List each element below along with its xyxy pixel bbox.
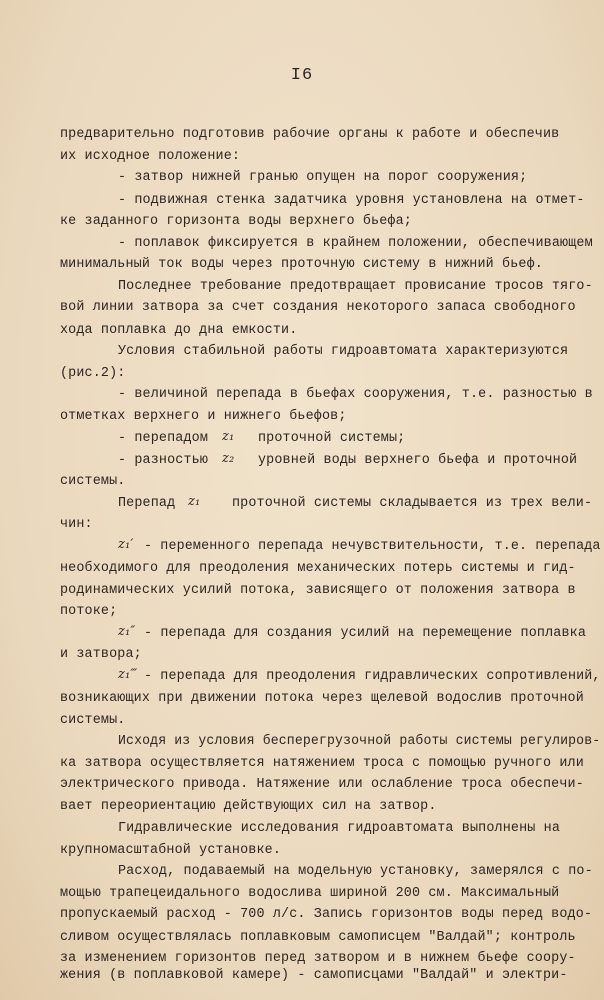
- text-line: - переменного перепада нечувствительности, т.е. перепада: [144, 539, 601, 555]
- text-line: проточной системы складывается из трех вели-: [232, 496, 593, 511]
- text-line: (рис.2):: [60, 365, 126, 381]
- symbol-z1-triple-prime: z₁‴: [118, 667, 138, 683]
- text-line: проточной системы;: [258, 430, 406, 446]
- text-line: Последнее требование предотвращает провисание тросов тяго-: [118, 279, 593, 295]
- text-line: Исходя из условия бесперегрузочной работы системы регулиров-: [118, 733, 601, 749]
- text-line: - подвижная стенка задатчика уровня установлена на отмет-: [118, 192, 585, 208]
- text-line: Перепад: [118, 496, 176, 511]
- text-line: и затвора;: [60, 647, 142, 663]
- text-line: предварительно подготовив рабочие органы к работе и обеспечив: [60, 127, 560, 142]
- text-line: системы.: [60, 473, 126, 489]
- symbol-z1: z₁: [188, 494, 201, 509]
- text-line: сливом осуществлялась поплавковым самописцем "Валдай"; контроль: [60, 929, 576, 945]
- symbol-z1: z₁: [222, 428, 235, 444]
- text-line: необходимого для преодоления механических потерь системы и гид-: [60, 560, 576, 576]
- text-line: - разностью: [118, 452, 209, 468]
- text-line: отметках верхнего и нижнего бьефов;: [60, 409, 347, 425]
- text-line: - перепада для создания усилий на перемещение поплавка: [144, 626, 587, 641]
- text-line: минимальный ток воды через проточную систему в нижний бьеф.: [60, 257, 543, 273]
- text-line: ка затвора осуществляется натяжением троса с помощью ручного или: [60, 756, 584, 772]
- text-line: - величиной перепада в бьефах сооружения, т.е. разностью в: [118, 387, 593, 403]
- text-line: пропускаемый расход - 700 л/с. Запись горизонтов воды перед водо-: [60, 907, 593, 923]
- text-line: хода поплавка до дна емкости.: [60, 322, 298, 338]
- text-line: Гидравлические исследования гидроавтомата выполнены на: [118, 820, 561, 836]
- text-line: жения (в поплавковой камере) - самописцами "Валдай" и электри-: [60, 968, 568, 983]
- page-number: I6: [290, 66, 314, 85]
- text-line: вает переориентацию действующих сил на затвор.: [60, 799, 437, 815]
- text-line: - перепада для преодоления гидравлических сопротивлений,: [144, 669, 601, 685]
- text-line: чин:: [60, 517, 93, 533]
- text-line: возникающих при движении потока через щелевой водослив проточной: [60, 690, 584, 706]
- text-line: - перепадом: [118, 430, 209, 446]
- text-line: системы.: [60, 712, 126, 728]
- text-line: родинамических усилий потока, зависящего от положения затвора в: [60, 582, 576, 598]
- symbol-z1-prime: z₁′: [118, 537, 134, 553]
- text-line: за изменением горизонтов перед затвором и в нижнем бьефе соору-: [60, 950, 576, 966]
- text-line: - поплавок фиксируется в крайнем положении, обеспечивающем: [118, 235, 593, 251]
- text-line: потоке;: [60, 603, 118, 619]
- text-line: уровней воды верхнего бьефа и проточной: [258, 452, 578, 468]
- text-line: вой линии затвора за счет создания некоторого запаса свободного: [60, 300, 576, 316]
- text-line: ке заданного горизонта воды верхнего бьефа;: [60, 213, 412, 229]
- symbol-z2: z₂: [222, 450, 235, 466]
- text-line: их исходное положение:: [60, 149, 241, 165]
- text-line: Условия стабильной работы гидроавтомата характеризуются: [118, 343, 569, 359]
- symbol-z1-double-prime: z₁″: [118, 624, 136, 640]
- text-line: электрического привода. Натяжение или ослабление троса обеспечи-: [60, 777, 584, 793]
- text-line: мощью трапецеидального водослива шириной 200 см. Максимальный: [60, 886, 560, 902]
- text-line: крупномасштабной установке.: [60, 842, 282, 858]
- text-line: Расход, подаваемый на модельную установку, замерялся с по-: [118, 864, 593, 879]
- text-line: - затвор нижней гранью опущен на порог сооружения;: [118, 170, 528, 186]
